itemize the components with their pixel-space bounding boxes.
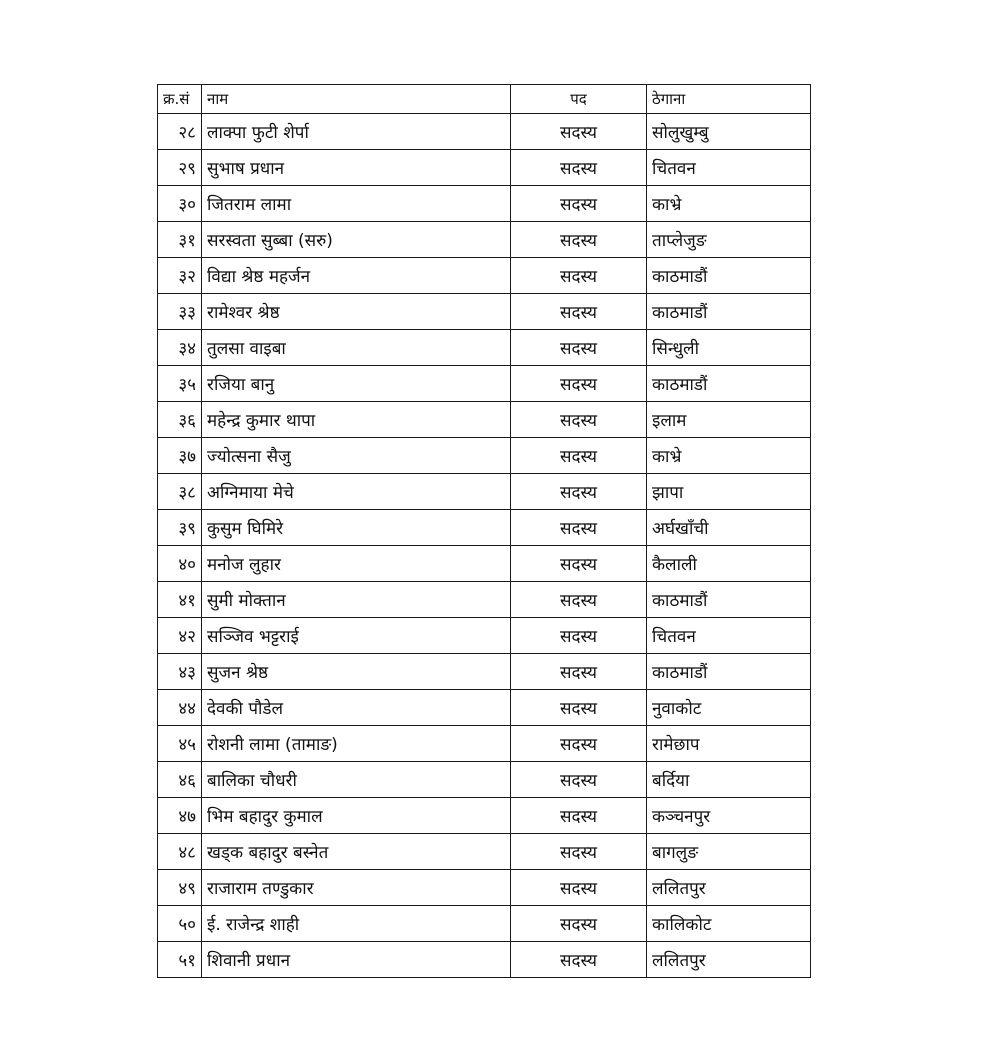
post-cell: सदस्य bbox=[511, 726, 647, 762]
address-cell: कञ्चनपुर bbox=[647, 798, 811, 834]
table-row bbox=[158, 726, 811, 762]
name-cell: राजाराम तण्डुकार bbox=[202, 870, 511, 906]
address-cell: चितवन bbox=[647, 150, 811, 186]
address-cell: काठमाडौं bbox=[647, 582, 811, 618]
serial-cell: ५१ bbox=[158, 942, 202, 978]
name-cell: कुसुम घिमिरे bbox=[202, 510, 511, 546]
post-cell: सदस्य bbox=[511, 798, 647, 834]
table-row bbox=[158, 834, 811, 870]
post-cell: सदस्य bbox=[511, 330, 647, 366]
header-name: नाम bbox=[202, 85, 511, 114]
post-cell: सदस्य bbox=[511, 906, 647, 942]
serial-cell: ४० bbox=[158, 546, 202, 582]
name-cell: बालिका चौधरी bbox=[202, 762, 511, 798]
name-cell: ज्योत्सना सैजु bbox=[202, 438, 511, 474]
table-row bbox=[158, 294, 811, 330]
name-cell: सुजन श्रेष्ठ bbox=[202, 654, 511, 690]
address-cell: कालिकोट bbox=[647, 906, 811, 942]
post-cell: सदस्य bbox=[511, 222, 647, 258]
name-cell: महेन्द्र कुमार थापा bbox=[202, 402, 511, 438]
address-cell: काभ्रे bbox=[647, 186, 811, 222]
serial-cell: ४३ bbox=[158, 654, 202, 690]
address-cell: ताप्लेजुङ bbox=[647, 222, 811, 258]
address-cell: बागलुङ bbox=[647, 834, 811, 870]
serial-cell: ३६ bbox=[158, 402, 202, 438]
post-cell: सदस्य bbox=[511, 366, 647, 402]
table-row bbox=[158, 762, 811, 798]
serial-cell: ३२ bbox=[158, 258, 202, 294]
serial-cell: ४९ bbox=[158, 870, 202, 906]
header-address: ठेगाना bbox=[647, 85, 811, 114]
header-post: पद bbox=[511, 85, 647, 114]
serial-cell: ३३ bbox=[158, 294, 202, 330]
name-cell: सुभाष प्रधान bbox=[202, 150, 511, 186]
post-cell: सदस्य bbox=[511, 942, 647, 978]
name-cell: जितराम लामा bbox=[202, 186, 511, 222]
address-cell: ललितपुर bbox=[647, 870, 811, 906]
post-cell: सदस्य bbox=[511, 258, 647, 294]
name-cell: लाक्पा फुटी शेर्पा bbox=[202, 114, 511, 150]
name-cell: तुलसा वाइबा bbox=[202, 330, 511, 366]
address-cell: रामेछाप bbox=[647, 726, 811, 762]
table-row bbox=[158, 870, 811, 906]
name-cell: रजिया बानु bbox=[202, 366, 511, 402]
table-row bbox=[158, 438, 811, 474]
header-serial: क्र.सं bbox=[158, 85, 202, 114]
post-cell: सदस्य bbox=[511, 582, 647, 618]
name-cell: सरस्वता सुब्बा (सरु) bbox=[202, 222, 511, 258]
table-body bbox=[158, 114, 811, 978]
table-row bbox=[158, 474, 811, 510]
address-cell: ललितपुर bbox=[647, 942, 811, 978]
serial-cell: ४८ bbox=[158, 834, 202, 870]
table-row bbox=[158, 222, 811, 258]
name-cell: खड्क बहादुर बस्नेत bbox=[202, 834, 511, 870]
table-row bbox=[158, 690, 811, 726]
header-row bbox=[158, 85, 811, 114]
post-cell: सदस्य bbox=[511, 834, 647, 870]
post-cell: सदस्य bbox=[511, 186, 647, 222]
address-cell: इलाम bbox=[647, 402, 811, 438]
address-cell: काठमाडौं bbox=[647, 258, 811, 294]
table-row bbox=[158, 258, 811, 294]
table-row bbox=[158, 582, 811, 618]
name-cell: सुमी मोक्तान bbox=[202, 582, 511, 618]
address-cell: चितवन bbox=[647, 618, 811, 654]
name-cell: ई. राजेन्द्र शाही bbox=[202, 906, 511, 942]
table-row bbox=[158, 402, 811, 438]
table-row bbox=[158, 114, 811, 150]
serial-cell: ३७ bbox=[158, 438, 202, 474]
post-cell: सदस्य bbox=[511, 474, 647, 510]
post-cell: सदस्य bbox=[511, 438, 647, 474]
address-cell: काभ्रे bbox=[647, 438, 811, 474]
serial-cell: ४१ bbox=[158, 582, 202, 618]
serial-cell: ४६ bbox=[158, 762, 202, 798]
address-cell: सोलुखुम्बु bbox=[647, 114, 811, 150]
serial-cell: २९ bbox=[158, 150, 202, 186]
name-cell: विद्या श्रेष्ठ महर्जन bbox=[202, 258, 511, 294]
table-row bbox=[158, 366, 811, 402]
serial-cell: ५० bbox=[158, 906, 202, 942]
serial-cell: २८ bbox=[158, 114, 202, 150]
serial-cell: ३१ bbox=[158, 222, 202, 258]
post-cell: सदस्य bbox=[511, 618, 647, 654]
address-cell: झापा bbox=[647, 474, 811, 510]
address-cell: नुवाकोट bbox=[647, 690, 811, 726]
post-cell: सदस्य bbox=[511, 546, 647, 582]
post-cell: सदस्य bbox=[511, 150, 647, 186]
post-cell: सदस्य bbox=[511, 402, 647, 438]
post-cell: सदस्य bbox=[511, 510, 647, 546]
name-cell: अग्निमाया मेचे bbox=[202, 474, 511, 510]
address-cell: बर्दिया bbox=[647, 762, 811, 798]
address-cell: अर्घखाँची bbox=[647, 510, 811, 546]
serial-cell: ४७ bbox=[158, 798, 202, 834]
serial-cell: ३० bbox=[158, 186, 202, 222]
table-header bbox=[158, 85, 811, 114]
address-cell: काठमाडौं bbox=[647, 366, 811, 402]
address-cell: सिन्धुली bbox=[647, 330, 811, 366]
serial-cell: ४२ bbox=[158, 618, 202, 654]
name-cell: रोशनी लामा (तामाङ) bbox=[202, 726, 511, 762]
table-row bbox=[158, 150, 811, 186]
post-cell: सदस्य bbox=[511, 654, 647, 690]
post-cell: सदस्य bbox=[511, 294, 647, 330]
post-cell: सदस्य bbox=[511, 690, 647, 726]
post-cell: सदस्य bbox=[511, 870, 647, 906]
name-cell: भिम बहादुर कुमाल bbox=[202, 798, 511, 834]
table-row bbox=[158, 330, 811, 366]
table-row bbox=[158, 186, 811, 222]
address-cell: कैलाली bbox=[647, 546, 811, 582]
post-cell: सदस्य bbox=[511, 762, 647, 798]
table-row bbox=[158, 654, 811, 690]
serial-cell: ४४ bbox=[158, 690, 202, 726]
table-row bbox=[158, 798, 811, 834]
table-row bbox=[158, 942, 811, 978]
table-row bbox=[158, 510, 811, 546]
name-cell: देवकी पौडेल bbox=[202, 690, 511, 726]
address-cell: काठमाडौं bbox=[647, 654, 811, 690]
serial-cell: ३५ bbox=[158, 366, 202, 402]
table-row bbox=[158, 906, 811, 942]
post-cell: सदस्य bbox=[511, 114, 647, 150]
serial-cell: ३९ bbox=[158, 510, 202, 546]
serial-cell: ३४ bbox=[158, 330, 202, 366]
serial-cell: ४५ bbox=[158, 726, 202, 762]
members-table bbox=[157, 84, 811, 978]
address-cell: काठमाडौं bbox=[647, 294, 811, 330]
table-row bbox=[158, 618, 811, 654]
name-cell: शिवानी प्रधान bbox=[202, 942, 511, 978]
serial-cell: ३८ bbox=[158, 474, 202, 510]
name-cell: मनोज लुहार bbox=[202, 546, 511, 582]
table-row bbox=[158, 546, 811, 582]
name-cell: सञ्जिव भट्टराई bbox=[202, 618, 511, 654]
name-cell: रामेश्वर श्रेष्ठ bbox=[202, 294, 511, 330]
